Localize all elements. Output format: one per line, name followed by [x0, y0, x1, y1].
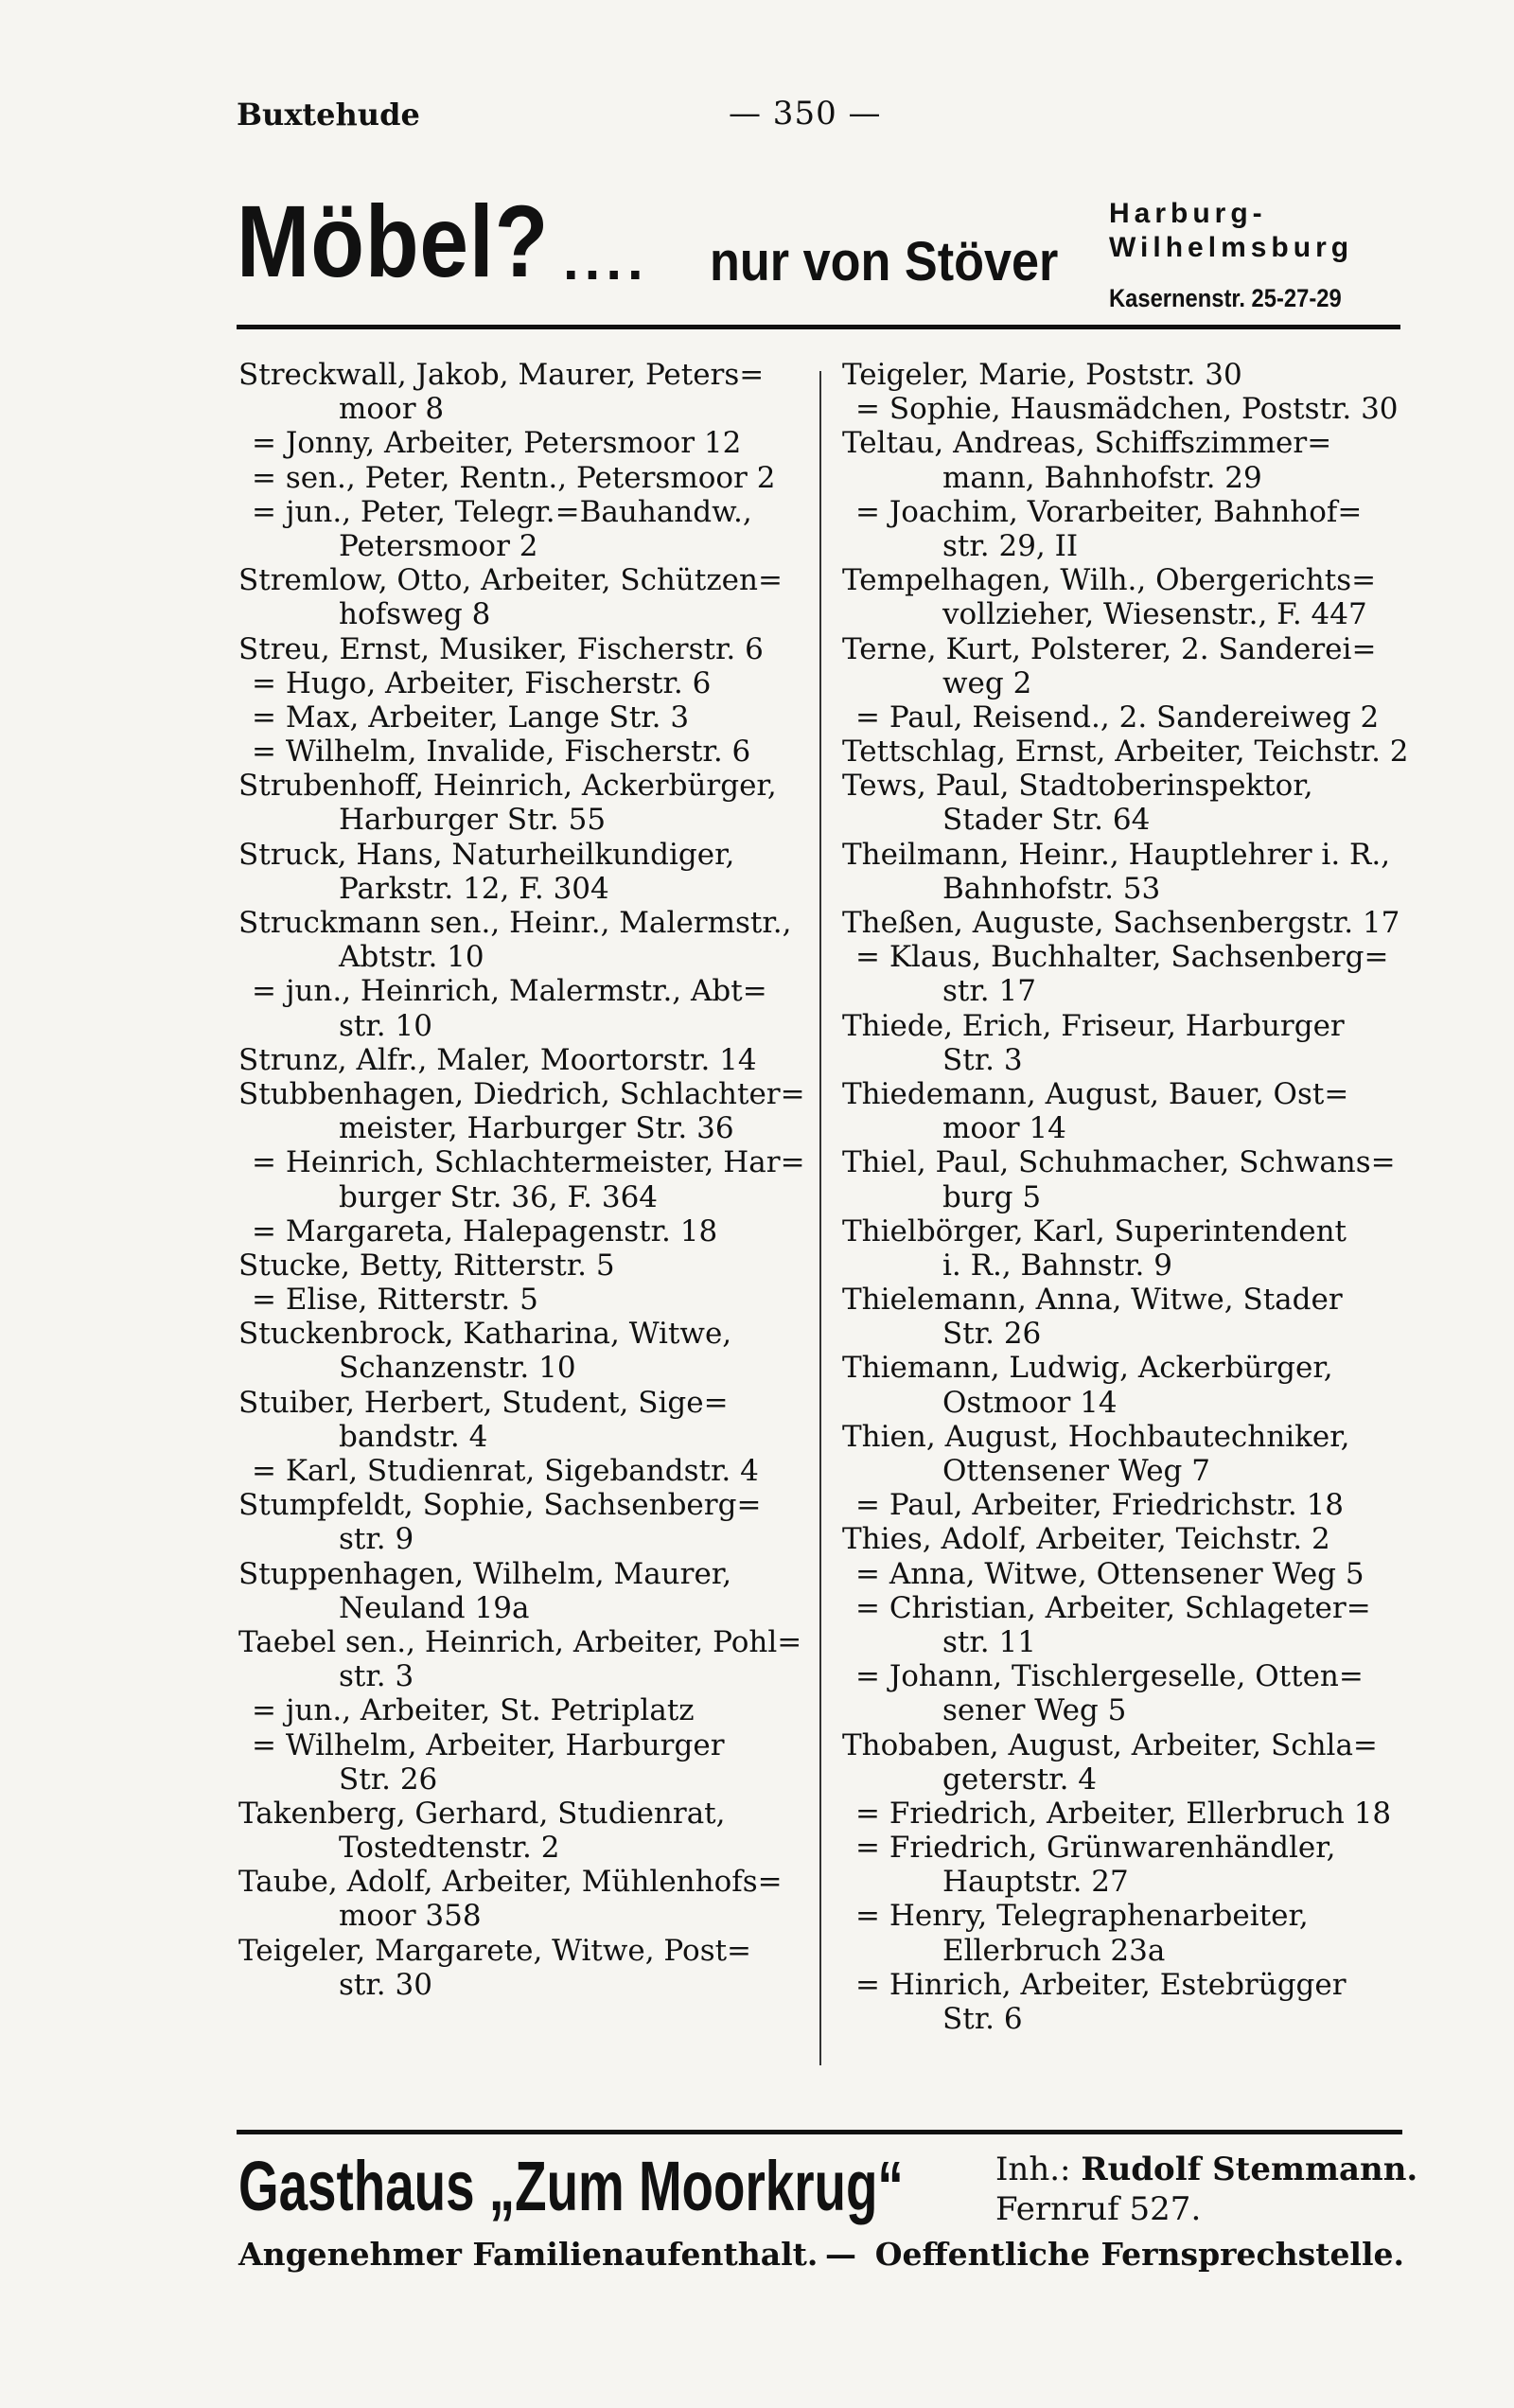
entry-continuation: str. 17 [942, 974, 1036, 1009]
entry-continuation: vollzieher, Wiesenstr., F. 447 [942, 597, 1367, 632]
directory-entry: Stuiber, Herbert, Student, Sige= [238, 1385, 729, 1420]
directory-entry: = Hinrich, Arbeiter, Estebrügger [855, 1967, 1347, 2002]
directory-entry: Thobaben, August, Arbeiter, Schla= [842, 1727, 1378, 1762]
directory-entry: Theßen, Auguste, Sachsenbergstr. 17 [842, 906, 1400, 940]
directory-entry: = Friedrich, Grünwarenhändler, [855, 1831, 1336, 1866]
tagline-left: Angenehmer Familienaufenthalt. [238, 2236, 819, 2273]
directory-entry: Thiede, Erich, Friseur, Harburger [842, 1008, 1345, 1043]
directory-entry: Stumpfeldt, Sophie, Sachsenberg= [238, 1488, 762, 1523]
entry-continuation: Stader Str. 64 [942, 803, 1151, 838]
entry-continuation: moor 8 [339, 392, 445, 427]
entry-continuation: burger Str. 36, F. 364 [339, 1179, 659, 1214]
inn-advertisement [237, 2141, 1418, 2293]
ad-address: Kasernenstr. 25-27-29 [1109, 284, 1342, 312]
directory-entry: Stucke, Betty, Ritterstr. 5 [238, 1248, 615, 1283]
tagline-right: Oeffentliche Fernsprechstelle. [874, 2236, 1404, 2273]
owner-name: Rudolf Stemmann. [1081, 2151, 1418, 2188]
directory-entry: Thiel, Paul, Schuhmacher, Schwans= [842, 1145, 1396, 1180]
directory-entry: = Klaus, Buchhalter, Sachsenberg= [855, 940, 1389, 975]
directory-entry: = Henry, Telegraphenarbeiter, [855, 1899, 1309, 1934]
directory-entry: Thielbörger, Karl, Superintendent [842, 1213, 1347, 1248]
directory-entry: Tettschlag, Ernst, Arbeiter, Teichstr. 2 [842, 735, 1409, 770]
directory-entry: Stuppenhagen, Wilhelm, Maurer, [238, 1556, 732, 1591]
entry-continuation: str. 10 [339, 1008, 432, 1043]
directory-entry: = Hugo, Arbeiter, Fischerstr. 6 [252, 665, 712, 700]
bottom-rule [237, 2130, 1402, 2134]
entry-continuation: str. 30 [339, 1967, 432, 2002]
directory-entry: Struck, Hans, Naturheilkundiger, [238, 837, 735, 872]
column-divider [819, 371, 821, 2065]
directory-entry: Teigeler, Margarete, Witwe, Post= [238, 1933, 752, 1968]
directory-entry: Theilmann, Heinr., Hauptlehrer i. R., [842, 837, 1391, 872]
entry-continuation: weg 2 [942, 665, 1032, 700]
entry-continuation: Ostmoor 14 [942, 1385, 1118, 1420]
directory-entry: Thielemann, Anna, Witwe, Stader [842, 1283, 1343, 1318]
inn-owner [995, 2151, 1417, 2188]
entry-continuation: Str. 26 [942, 1317, 1042, 1352]
inn-name: Gasthaus „Zum Moorkrug“ [238, 2147, 904, 2225]
directory-entry: = Joachim, Vorarbeiter, Bahnhof= [855, 494, 1363, 529]
entry-continuation: Hauptstr. 27 [942, 1865, 1129, 1900]
entry-continuation: Schanzenstr. 10 [339, 1351, 576, 1386]
entry-continuation: str. 3 [339, 1659, 414, 1694]
entry-continuation: Str. 26 [339, 1762, 438, 1797]
entry-continuation: i. R., Bahnstr. 9 [942, 1248, 1172, 1283]
inn-tagline [238, 2234, 1404, 2275]
directory-entry: Thies, Adolf, Arbeiter, Teichstr. 2 [842, 1522, 1330, 1557]
directory-entry: Taube, Adolf, Arbeiter, Mühlenhofs= [238, 1865, 783, 1900]
ad-tagline: nur von Stöver [710, 231, 1059, 292]
entry-continuation: burg 5 [942, 1179, 1042, 1214]
entry-continuation: Ottensener Weg 7 [942, 1454, 1210, 1488]
directory-entry: = jun., Peter, Telegr.=Bauhandw., [252, 494, 752, 529]
entry-continuation: mann, Bahnhofstr. 29 [942, 460, 1262, 495]
directory-entry: = Sophie, Hausmädchen, Poststr. 30 [855, 392, 1399, 427]
directory-entry: = Anna, Witwe, Ottensener Weg 5 [855, 1556, 1364, 1591]
entry-continuation: moor 14 [942, 1111, 1066, 1146]
directory-entry: Struckmann sen., Heinr., Malermstr., [238, 906, 792, 940]
ad-dots: .... [563, 228, 649, 292]
entry-continuation: geterstr. 4 [942, 1762, 1098, 1797]
directory-entry: Thien, August, Hochbautechniker, [842, 1419, 1350, 1454]
ad-headline: Möbel? [237, 184, 550, 298]
entry-continuation: str. 11 [942, 1624, 1036, 1659]
directory-entry: = jun., Arbeiter, St. Petriplatz [252, 1693, 695, 1728]
directory-entry: Thiedemann, August, Bauer, Ost= [842, 1076, 1349, 1111]
directory-entry: Teigeler, Marie, Poststr. 30 [842, 358, 1242, 392]
directory-entry: Strunz, Alfr., Maler, Moortorstr. 14 [238, 1042, 757, 1077]
directory-entry: Takenberg, Gerhard, Studienrat, [238, 1796, 726, 1831]
entry-continuation: Ellerbruch 23a [942, 1933, 1166, 1968]
entry-continuation: str. 29, II [942, 528, 1079, 563]
running-head [237, 91, 1400, 138]
entry-continuation: Bahnhofstr. 53 [942, 871, 1161, 906]
directory-entry: Tews, Paul, Stadtoberinspektor, [842, 769, 1313, 804]
directory-entry: = Margareta, Halepagenstr. 18 [252, 1213, 718, 1248]
entry-continuation: meister, Harburger Str. 36 [339, 1111, 734, 1146]
tagline-dash: — [825, 2236, 856, 2273]
directory-entry: Stremlow, Otto, Arbeiter, Schützen= [238, 563, 783, 598]
top-rule [237, 325, 1400, 329]
right-column [842, 358, 1409, 2036]
entry-continuation: Str. 6 [942, 2002, 1023, 2036]
directory-entry: Taebel sen., Heinrich, Arbeiter, Pohl= [238, 1624, 802, 1659]
directory-entry: = Karl, Studienrat, Sigebandstr. 4 [252, 1454, 759, 1488]
ad-city-2: Wilhelmsburg [1109, 232, 1354, 263]
directory-entry: = Elise, Ritterstr. 5 [252, 1283, 538, 1318]
directory-entry: Teltau, Andreas, Schiffszimmer= [842, 426, 1332, 461]
directory-entry: Strubenhoff, Heinrich, Ackerbürger, [238, 769, 777, 804]
directory-entry: = Jonny, Arbeiter, Petersmoor 12 [252, 426, 742, 461]
entry-continuation: moor 358 [339, 1899, 482, 1934]
directory-entry: = Paul, Reisend., 2. Sandereiweg 2 [855, 699, 1380, 735]
directory-entry: = Christian, Arbeiter, Schlageter= [855, 1590, 1371, 1625]
entry-continuation: str. 9 [339, 1522, 414, 1557]
directory-entry: = Paul, Arbeiter, Friedrichstr. 18 [855, 1488, 1345, 1523]
ad-location [1109, 197, 1412, 314]
entry-continuation: sener Weg 5 [942, 1693, 1127, 1728]
page-number: — 350 — [729, 95, 882, 133]
directory-entry: = Max, Arbeiter, Lange Str. 3 [252, 699, 690, 735]
entry-continuation: hofsweg 8 [339, 597, 491, 632]
directory-entry: Terne, Kurt, Polsterer, 2. Sanderei= [842, 631, 1377, 666]
furniture-advertisement [237, 184, 1400, 322]
entry-continuation: Petersmoor 2 [339, 528, 538, 563]
town-name: Buxtehude [237, 97, 420, 133]
entry-continuation: Parkstr. 12, F. 304 [339, 871, 609, 906]
entry-continuation: bandstr. 4 [339, 1419, 488, 1454]
entry-continuation: Neuland 19a [339, 1590, 530, 1625]
entry-continuation: Abtstr. 10 [339, 940, 484, 975]
directory-entry: = jun., Heinrich, Malermstr., Abt= [252, 974, 767, 1009]
directory-entry: = Johann, Tischlergeselle, Otten= [855, 1659, 1364, 1694]
ad-city-1: Harburg- [1109, 198, 1267, 229]
directory-entry: = sen., Peter, Rentn., Petersmoor 2 [252, 460, 776, 495]
inn-phone: Fernruf 527. [995, 2190, 1202, 2228]
directory-entry: Streckwall, Jakob, Maurer, Peters= [238, 358, 765, 392]
directory-entry: Tempelhagen, Wilh., Obergerichts= [842, 563, 1377, 598]
directory-entry: = Friedrich, Arbeiter, Ellerbruch 18 [855, 1796, 1392, 1831]
owner-label: Inh.: [995, 2151, 1071, 2188]
directory-entry: = Wilhelm, Arbeiter, Harburger [252, 1727, 725, 1762]
directory-entry: Stuckenbrock, Katharina, Witwe, [238, 1317, 732, 1352]
left-column [238, 358, 805, 2002]
entry-continuation: Tostedtenstr. 2 [339, 1831, 560, 1866]
directory-entry: = Heinrich, Schlachtermeister, Har= [252, 1145, 805, 1180]
directory-entry: Thiemann, Ludwig, Ackerbürger, [842, 1351, 1333, 1386]
entry-continuation: Harburger Str. 55 [339, 803, 607, 838]
directory-entry: Streu, Ernst, Musiker, Fischerstr. 6 [238, 631, 764, 666]
entry-continuation: Str. 3 [942, 1042, 1023, 1077]
directory-entry: = Wilhelm, Invalide, Fischerstr. 6 [252, 735, 751, 770]
directory-entry: Stubbenhagen, Diedrich, Schlachter= [238, 1076, 805, 1111]
